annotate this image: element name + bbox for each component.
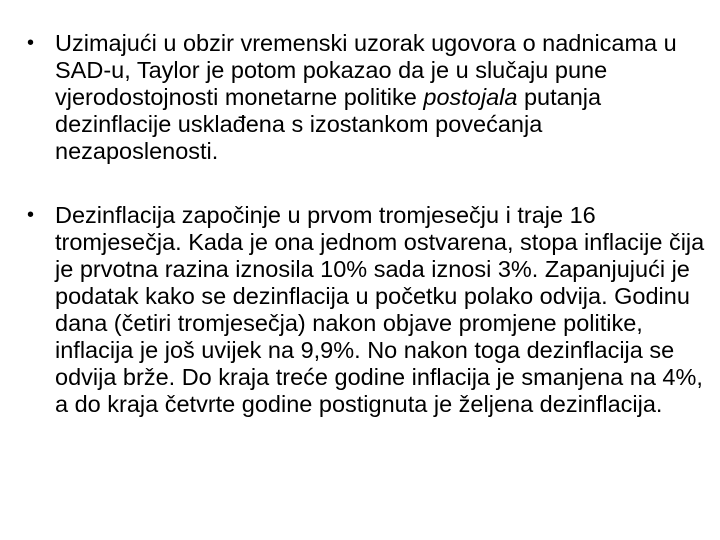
bullet-text-1-italic: postojala	[423, 84, 518, 110]
bullet-text-1-after: putanja dezinflacije usklađena s izostankom povećanja nezaposlenosti.	[55, 84, 602, 164]
bullet-text-1-before: Uzimajući u obzir vremenski uzorak ugovora o nadnicama u SAD-u, Taylor je potom pokazao da je u slučaju pune vjerodostojnosti monetarne politike	[55, 30, 677, 110]
bullet-icon: •	[27, 32, 35, 54]
bullet-item-1	[27, 30, 707, 165]
bullet-list	[27, 30, 707, 418]
bullet-text-1	[55, 30, 707, 165]
bullet-text-2: Dezinflacija započinje u prvom tromjesečju i traje 16 tromjesečja. Kada je ona jednom ostvarena, stopa inflacije čija je prvotna razina iznosila 10% sada iznosi 3%. Zapanjujući je podatak kako se dezinflacija u početku polako odvija. Godinu dana (četiri tromjesečja) nakon objave promjene politike, inflacija je još uvijek na 9,9%. No nakon toga dezinflacija se odvija brže. Do kraja treće godine inflacija je smanjena na 4%, a do kraja četvrte godine postignuta je željena dezinflacija.	[55, 202, 705, 417]
bullet-icon: •	[27, 204, 35, 226]
bullet-item-2	[27, 202, 707, 418]
